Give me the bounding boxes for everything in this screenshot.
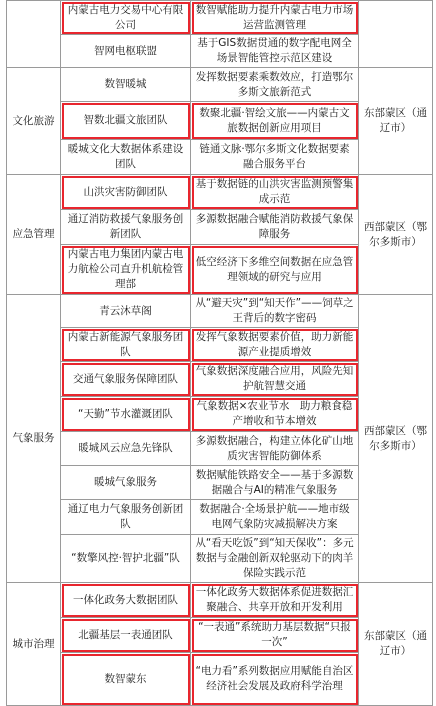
project-cell [191, 653, 359, 706]
team-name: 智数北疆文旅团队 [83, 114, 168, 126]
team-name: “天勤”节水灌溉团队 [78, 407, 173, 420]
region-cell [359, 175, 433, 295]
region-cell [359, 1, 433, 68]
table-row [7, 295, 433, 328]
team-name: 暖城风云应急先锋队 [78, 442, 173, 454]
project-cell [191, 175, 359, 210]
team-name-cell [61, 535, 191, 583]
team-name-cell [61, 175, 191, 210]
region-cell [359, 583, 433, 706]
team-name-cell [61, 1, 191, 35]
team-name-cell [61, 466, 191, 500]
project-title: 气象数据深度融合应用，风险先知护航智慧交通 [195, 365, 354, 392]
team-name: 交通气象服务保障团队 [73, 372, 178, 385]
category-cell [7, 583, 61, 706]
team-name-cell [61, 140, 191, 175]
table-row [7, 68, 433, 102]
project-title: 从“看天吃饭”到“知天保收”：多元数据与金融创新双轮驱动下的肉羊保险实践示范 [195, 537, 354, 579]
team-name-cell [61, 68, 191, 102]
region-cell [359, 68, 433, 175]
region-cell [359, 295, 433, 583]
team-name-cell [61, 35, 191, 68]
region-label: 西部蒙区（鄂尔多斯市） [364, 424, 427, 452]
team-name: 内蒙古电力交易中心有限公司 [67, 3, 184, 31]
project-cell [191, 1, 359, 35]
team-name-cell [61, 295, 191, 328]
category-label: 应急管理 [12, 228, 55, 240]
team-name: 通辽电力气象服务创新团队 [67, 503, 184, 530]
project-title: 数智赋能助力提升内蒙古电力市场运营监测管理 [195, 3, 354, 31]
project-cell [191, 328, 359, 362]
project-title: “电力看”系列数据应用赋能自治区经济社会发展及政府科学治理 [195, 665, 354, 692]
team-name: 青云沐草阁 [99, 304, 152, 317]
project-cell [191, 140, 359, 175]
project-cell [191, 466, 359, 500]
team-name: 内蒙古电力集团内蒙古电力航检公司直升机航检管理部 [67, 248, 184, 290]
team-name-cell [61, 362, 191, 397]
table-row [7, 1, 433, 35]
project-cell [191, 432, 359, 466]
project-title: 数据融合·全场景护航——地市级电网气象防灾减损解决方案 [199, 503, 350, 530]
region-label: 西部蒙区（鄂尔多斯市） [364, 220, 427, 248]
team-name: 山洪灾害防御团队 [83, 185, 168, 198]
category-cell [7, 1, 61, 68]
project-cell [191, 535, 359, 583]
team-name-cell [61, 102, 191, 140]
project-cell [191, 618, 359, 653]
team-name-cell [61, 653, 191, 706]
category-label: 气象服务 [12, 432, 55, 444]
team-name: 内蒙古新能源气象服务团队 [67, 330, 184, 358]
project-title: 发挥数据要素乘数效应，打造鄂尔多斯文旅新范式 [195, 70, 354, 98]
project-cell [191, 295, 359, 328]
team-name: 智网电枢联盟 [94, 44, 157, 57]
project-cell [191, 362, 359, 397]
table-row [7, 583, 433, 618]
project-title: 链通文脉·鄂尔多斯文化数据要素融合服务平台 [199, 143, 350, 170]
region-label: 东部蒙区（通辽市） [364, 107, 427, 134]
project-title: 多源数据融合赋能消防救援气象保障服务 [195, 213, 354, 240]
region-label: 东部蒙区（通辽市） [364, 630, 427, 657]
project-title: 数聚北疆·智绘文旅——内蒙古文旅数据创新应用项目 [199, 106, 350, 134]
project-title: 数据赋能铁路安全——基于多源数据融合与AI的精准气象服务 [195, 468, 354, 496]
project-cell [191, 35, 359, 68]
team-name-cell [61, 618, 191, 653]
team-name-cell [61, 500, 191, 535]
team-name: 数智暖城 [104, 78, 147, 90]
project-cell [191, 102, 359, 140]
project-title: 发挥气象数据要素价值，助力新能源产业提质增效 [195, 330, 354, 358]
project-cell [191, 397, 359, 432]
team-name: 通辽消防救援气象服务创新团队 [67, 213, 184, 240]
team-name-cell [61, 432, 191, 466]
category-cell [7, 68, 61, 175]
category-cell [7, 175, 61, 295]
team-name-cell [61, 328, 191, 362]
results-table [6, 0, 433, 706]
team-name: “数擎风控·智护北疆”队 [71, 552, 180, 564]
team-name-cell [61, 583, 191, 618]
category-cell [7, 295, 61, 583]
project-title: 气象数据×农业节水 助力粮食稳产增收和节本增效 [196, 400, 353, 427]
project-title: 一体化政务大数据体系促进数据汇聚融合、共享开放和开发利用 [195, 586, 354, 613]
project-cell [191, 68, 359, 102]
team-name: 北疆基层一表通团队 [78, 628, 173, 641]
project-title: 低空经济下多维空间数据在应急管理领域的研究与应用 [195, 255, 354, 283]
team-name: 数智蒙东 [104, 672, 147, 685]
project-cell [191, 500, 359, 535]
team-name: 暖城文化大数据体系建设团队 [67, 143, 184, 170]
project-cell [191, 583, 359, 618]
project-title: “一表通”系统助力基层数据“只报一次” [198, 621, 351, 648]
project-title: 基于数据链的山洪灾害监测预警集成示范 [195, 178, 354, 205]
project-cell [191, 245, 359, 295]
team-name: 一体化政务大数据团队 [73, 593, 178, 606]
team-name-cell [61, 245, 191, 295]
table-row [7, 175, 433, 210]
team-name-cell [61, 397, 191, 432]
team-name-cell [61, 210, 191, 245]
project-title: 从“避天灾”到“知天作”——饲草之王背后的数字密码 [195, 297, 354, 324]
team-name: 暖城气象服务 [94, 476, 157, 488]
project-title: 多源数据融合，构建立体化矿山地质灾害智能防御体系 [195, 434, 354, 462]
project-cell [191, 210, 359, 245]
category-label: 文化旅游 [12, 114, 55, 127]
category-label: 城市治理 [12, 637, 55, 650]
project-title: 基于GIS数据贯通的数字配电网全场景智能管控示范区建设 [197, 37, 352, 64]
